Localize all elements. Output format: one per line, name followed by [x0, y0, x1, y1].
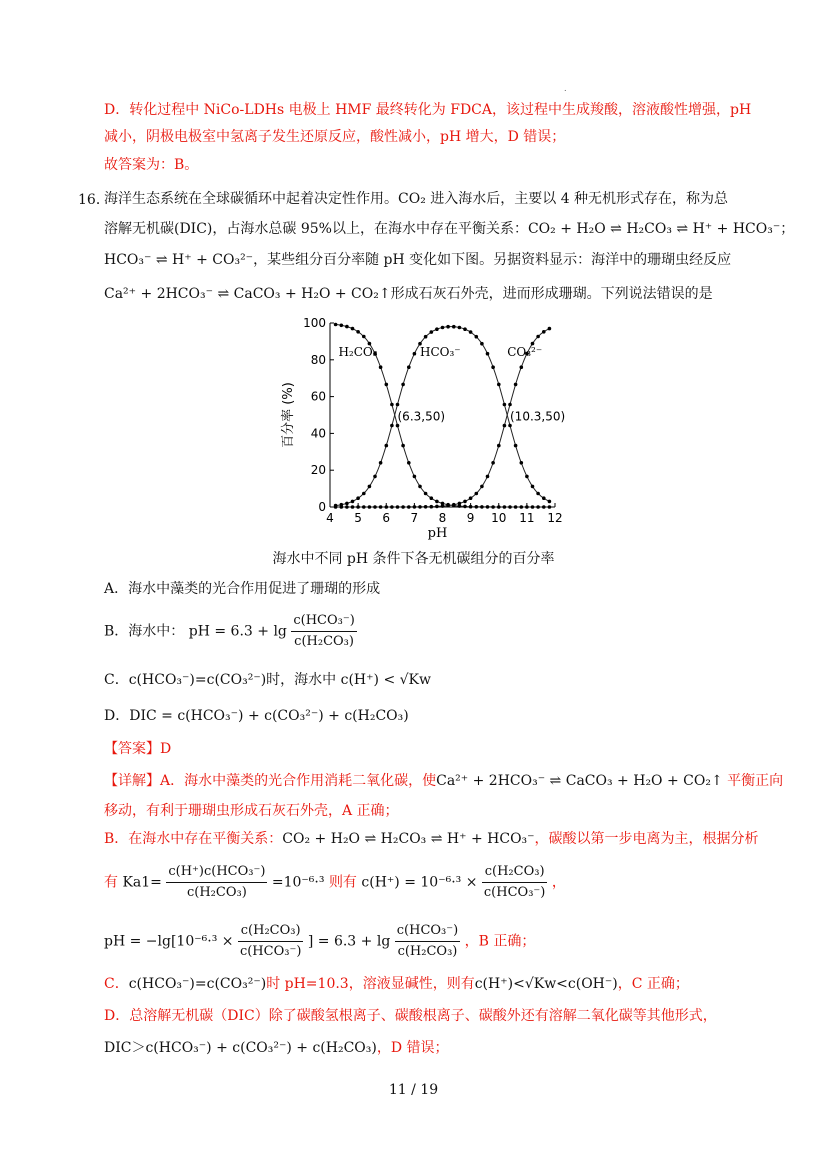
prev-answer-line: 故答案为：B。 — [104, 157, 199, 173]
series-label-h2co3: H₂CO₃ — [338, 345, 378, 360]
stem4-equation: Ca²⁺ + 2HCO₃⁻ ⇌ CaCO₃ + H₂O + CO₂↑ — [104, 286, 391, 302]
data-point-hco3 — [486, 352, 490, 356]
detail-c-ineq: c(H⁺)<√Kw<c(OH⁻) — [474, 976, 618, 992]
x-tick-label: 8 — [438, 511, 447, 525]
detail-c-cond: c(HCO₃⁻)=c(CO₃²⁻) — [128, 976, 267, 992]
data-point-h2co3 — [407, 461, 411, 465]
data-point-hco3 — [469, 330, 473, 334]
data-point-h2co3 — [514, 505, 518, 509]
data-point-h2co3 — [413, 475, 417, 479]
option-a: A．海水中藻类的光合作用促进了珊瑚的形成 — [104, 581, 381, 597]
detail-b1-equation: CO₂ + H₂O ⇌ H₂CO₃ ⇌ H⁺ + HCO₃⁻ — [282, 831, 535, 847]
data-point-co3 — [520, 365, 524, 369]
detail-line-b2 — [104, 862, 566, 903]
detail-d2-expr: DIC＞c(HCO₃⁻) + c(CO₃²⁻) + c(H₂CO₃) — [104, 1040, 377, 1056]
option-d — [104, 706, 409, 726]
data-point-hco3 — [548, 500, 552, 504]
option-b-fraction — [291, 611, 356, 652]
data-point-h2co3 — [356, 330, 360, 334]
detail-b2-comma: ， — [551, 874, 566, 891]
data-point-hco3 — [542, 496, 546, 500]
detail-a1-tail: 平衡正向 — [722, 773, 784, 789]
data-point-h2co3 — [497, 505, 501, 509]
data-point-co3 — [413, 505, 417, 509]
prev-option-d-line2: 减小，阴极电极室中氢离子发生还原反应，酸性减小，pH 增大，D 错误； — [104, 129, 566, 145]
x-tick-label: 4 — [326, 511, 334, 525]
data-point-co3 — [469, 496, 473, 500]
x-tick-label: 6 — [382, 511, 391, 525]
stem2-equation: CO₂ + H₂O ⇌ H₂CO₃ ⇌ H⁺ + HCO₃⁻； — [527, 221, 795, 237]
data-point-hco3 — [452, 325, 456, 329]
data-point-h2co3 — [334, 323, 338, 327]
detail-tag: 【详解】 — [104, 773, 160, 789]
data-point-h2co3 — [401, 444, 405, 448]
ph-fraction-1-denominator: c(HCO₃⁻) — [239, 944, 302, 959]
data-point-co3 — [385, 505, 389, 509]
detail-c-label: C． — [104, 976, 129, 992]
data-point-hco3 — [345, 502, 349, 506]
data-point-h2co3 — [345, 325, 349, 329]
data-point-hco3 — [536, 492, 540, 496]
annotation-pk2: (10.3,50) — [510, 409, 566, 424]
data-point-co3 — [542, 330, 546, 334]
data-point-hco3 — [497, 383, 501, 387]
detail-b2-value: =10⁻⁶·³ — [271, 874, 325, 891]
data-point-hco3 — [385, 444, 389, 448]
data-point-h2co3 — [525, 505, 529, 509]
detail-b3-ph: pH = −lg[10⁻⁶·³ × — [104, 933, 234, 950]
data-point-co3 — [351, 505, 355, 509]
question-stem-line3 — [104, 250, 731, 270]
data-point-h2co3 — [531, 505, 535, 509]
y-tick-label: 20 — [310, 463, 326, 478]
data-point-h2co3 — [362, 335, 366, 339]
data-point-co3 — [452, 503, 456, 507]
data-point-h2co3 — [475, 505, 479, 509]
detail-a1-equation: Ca²⁺ + 2HCO₃⁻ ⇌ CaCO₃ + H₂O + CO₂↑ — [436, 773, 723, 789]
ph-fraction-2 — [395, 921, 460, 962]
data-point-hco3 — [413, 352, 417, 356]
detail-line-c — [104, 974, 689, 994]
detail-c-tail: ，C 正确； — [617, 976, 689, 992]
option-d-label: D． — [104, 708, 130, 724]
data-point-co3 — [503, 424, 507, 428]
data-point-co3 — [435, 505, 439, 509]
series-label-hco3: HCO₃⁻ — [420, 345, 461, 360]
detail-line-b3 — [104, 921, 535, 962]
data-point-hco3 — [475, 335, 479, 339]
data-point-hco3 — [531, 485, 535, 489]
stem4-text: 形成石灰石外壳，进而形成珊瑚。下列说法错误的是 — [390, 286, 713, 302]
stem2-text: 溶解无机碳(DIC)，占海水总碳 95%以上，在海水中存在平衡关系： — [104, 221, 528, 237]
option-b-numerator: c(HCO₃⁻) — [291, 611, 356, 632]
stem3-text: ，某些组分百分率随 pH 变化如下图。另据资料显示：海洋中的珊瑚虫经反应 — [253, 252, 732, 268]
data-point-co3 — [345, 505, 349, 509]
data-point-h2co3 — [486, 505, 490, 509]
data-point-h2co3 — [480, 505, 484, 509]
data-point-h2co3 — [385, 383, 389, 387]
detail-b3-mid: ] = 6.3 + lg — [307, 933, 391, 950]
h-fraction-numerator: c(H₂CO₃) — [482, 862, 547, 883]
data-point-hco3 — [430, 330, 434, 334]
data-point-h2co3 — [520, 505, 524, 509]
x-tick-label: 12 — [547, 511, 563, 525]
data-point-co3 — [446, 504, 450, 508]
option-c-expr: c(HCO₃⁻)=c(CO₃²⁻)时，海水中 c(H⁺) < √Kw — [128, 672, 431, 688]
data-point-h2co3 — [390, 403, 394, 407]
h-fraction — [482, 862, 547, 903]
y-tick-label: 80 — [310, 352, 326, 367]
data-point-hco3 — [368, 485, 372, 489]
data-point-co3 — [340, 505, 344, 509]
ph-fraction-2-numerator: c(HCO₃⁻) — [395, 921, 460, 942]
option-b-label: B．海水中： — [104, 623, 185, 640]
speciation-chart — [0, 310, 827, 550]
data-point-hco3 — [458, 326, 462, 330]
annotation-pk1: (6.3,50) — [397, 409, 446, 424]
detail-d2-tail: ，D 错误； — [376, 1040, 449, 1056]
data-point-co3 — [356, 505, 360, 509]
y-tick-label: 0 — [318, 500, 326, 514]
question-stem-line4 — [104, 284, 713, 304]
data-point-hco3 — [514, 444, 518, 448]
data-point-co3 — [390, 505, 394, 509]
data-point-co3 — [430, 505, 434, 509]
data-point-co3 — [396, 505, 400, 509]
data-point-co3 — [334, 505, 338, 509]
detail-a1-text: A．海水中藻类的光合作用消耗二氧化碳，使 — [160, 773, 437, 789]
data-point-hco3 — [356, 496, 360, 500]
data-point-co3 — [463, 500, 467, 504]
data-point-co3 — [508, 403, 512, 407]
data-point-h2co3 — [508, 505, 512, 509]
data-point-h2co3 — [463, 505, 467, 509]
option-b-expr: pH = 6.3 + lg — [188, 623, 287, 640]
data-point-hco3 — [441, 326, 445, 330]
ph-fraction-2-denominator: c(H₂CO₃) — [397, 944, 458, 959]
detail-b3-tail: ，B 正确； — [464, 933, 536, 950]
header-dot: . — [564, 84, 567, 93]
data-point-co3 — [368, 505, 372, 509]
data-point-co3 — [458, 502, 462, 506]
data-point-h2co3 — [340, 324, 344, 328]
data-point-hco3 — [480, 342, 484, 346]
data-point-h2co3 — [542, 505, 546, 509]
detail-b2-h: c(H⁺) = 10⁻⁶·³ × — [361, 874, 478, 891]
stem3-equation: HCO₃⁻ ⇌ H⁺ + CO₃²⁻ — [104, 252, 254, 268]
x-axis-label: pH — [427, 526, 448, 541]
y-tick-label: 100 — [303, 316, 326, 330]
data-point-co3 — [514, 383, 518, 387]
data-point-co3 — [401, 505, 405, 509]
data-point-co3 — [379, 505, 383, 509]
page-number: 11 / 19 — [388, 1082, 439, 1098]
detail-c-text: 时 pH=10.3，溶液显碱性，则有 — [266, 976, 475, 992]
data-point-hco3 — [503, 403, 507, 407]
data-point-h2co3 — [491, 505, 495, 509]
y-tick-label: 60 — [310, 389, 326, 404]
detail-b2-ka: Ka1= — [122, 874, 162, 891]
data-point-h2co3 — [418, 485, 422, 489]
data-point-hco3 — [373, 475, 377, 479]
data-point-co3 — [548, 327, 552, 331]
x-tick-label: 10 — [491, 511, 507, 525]
detail-line-d2 — [104, 1038, 449, 1058]
x-tick-label: 5 — [354, 511, 362, 525]
data-point-co3 — [418, 505, 422, 509]
x-tick-label: 11 — [519, 511, 535, 525]
option-c-label: C． — [104, 672, 129, 688]
data-point-hco3 — [491, 365, 495, 369]
data-point-hco3 — [446, 325, 450, 329]
data-point-co3 — [486, 475, 490, 479]
x-tick-label: 7 — [410, 511, 419, 525]
answer-tag: 【答案】D — [104, 741, 172, 757]
detail-line-d1: D．总溶解无机碳（DIC）除了碳酸氢根离子、碳酸根离子、碳酸外还有溶解二氧化碳等其他形式， — [104, 1008, 717, 1024]
data-point-hco3 — [379, 461, 383, 465]
data-point-hco3 — [435, 327, 439, 331]
data-point-hco3 — [463, 327, 467, 331]
data-point-h2co3 — [424, 492, 428, 496]
data-point-hco3 — [362, 492, 366, 496]
data-point-hco3 — [401, 383, 405, 387]
data-point-h2co3 — [469, 505, 473, 509]
data-point-co3 — [491, 461, 495, 465]
data-point-hco3 — [520, 461, 524, 465]
data-point-co3 — [475, 492, 479, 496]
data-point-co3 — [441, 504, 445, 508]
option-b-denominator: c(H₂CO₃) — [294, 634, 354, 649]
data-point-h2co3 — [548, 505, 552, 509]
option-c — [104, 670, 431, 690]
h-fraction-denominator: c(HCO₃⁻) — [483, 885, 546, 900]
option-d-expr: DIC = c(HCO₃⁻) + c(CO₃²⁻) + c(H₂CO₃) — [129, 708, 409, 724]
detail-line-a2: 移动，有利于珊瑚虫形成石灰石外壳，A 正确； — [104, 803, 399, 819]
ph-fraction-1-numerator: c(H₂CO₃) — [238, 921, 303, 942]
data-point-co3 — [536, 335, 540, 339]
data-point-h2co3 — [503, 505, 507, 509]
data-point-hco3 — [525, 475, 529, 479]
detail-line-b1 — [104, 829, 759, 849]
data-point-hco3 — [396, 403, 400, 407]
data-point-hco3 — [390, 424, 394, 428]
detail-b2-then: 则有 — [328, 874, 357, 891]
ka1-denominator: c(H₂CO₃) — [186, 885, 247, 900]
option-b — [104, 611, 357, 652]
data-point-h2co3 — [430, 496, 434, 500]
series-label-co3: CO₃²⁻ — [507, 345, 543, 360]
data-point-hco3 — [508, 424, 512, 428]
data-point-h2co3 — [351, 327, 355, 331]
data-point-h2co3 — [396, 424, 400, 428]
data-point-co3 — [362, 505, 366, 509]
prev-option-d-line1: D．转化过程中 NiCo-LDHs 电极上 HMF 最终转化为 FDCA，该过程中生成羧酸，溶液酸性增强，pH — [104, 102, 752, 118]
data-point-co3 — [424, 505, 428, 509]
ph-fraction-1 — [238, 921, 303, 962]
data-point-hco3 — [424, 335, 428, 339]
data-point-hco3 — [351, 500, 355, 504]
data-point-h2co3 — [435, 500, 439, 504]
y-tick-label: 40 — [310, 426, 326, 441]
y-axis-label: 百分率 (%) — [281, 382, 296, 448]
data-point-co3 — [407, 505, 411, 509]
data-point-hco3 — [407, 365, 411, 369]
data-point-h2co3 — [379, 365, 383, 369]
data-point-co3 — [373, 505, 377, 509]
detail-line-a1 — [104, 771, 783, 791]
data-point-h2co3 — [536, 505, 540, 509]
x-tick-label: 9 — [466, 511, 475, 525]
detail-b1-text: B．在海水中存在平衡关系： — [104, 831, 283, 847]
question-stem-line1: 海洋生态系统在全球碳循环中起着决定性作用。CO₂ 进入海水后，主要以 4 种无机形式存在，称为总 — [104, 191, 729, 207]
data-point-co3 — [480, 485, 484, 489]
question-number: 16． — [78, 192, 110, 208]
question-stem-line2 — [104, 219, 794, 239]
ka1-fraction — [166, 862, 267, 903]
data-point-co3 — [497, 444, 501, 448]
detail-b2-you: 有 — [104, 874, 118, 891]
ka1-numerator: c(H⁺)c(HCO₃⁻) — [166, 862, 267, 883]
detail-b1-tail: ，碳酸以第一步电离为主，根据分析 — [534, 831, 759, 847]
chart-caption: 海水中不同 pH 条件下各无机碳组分的百分率 — [272, 551, 555, 567]
